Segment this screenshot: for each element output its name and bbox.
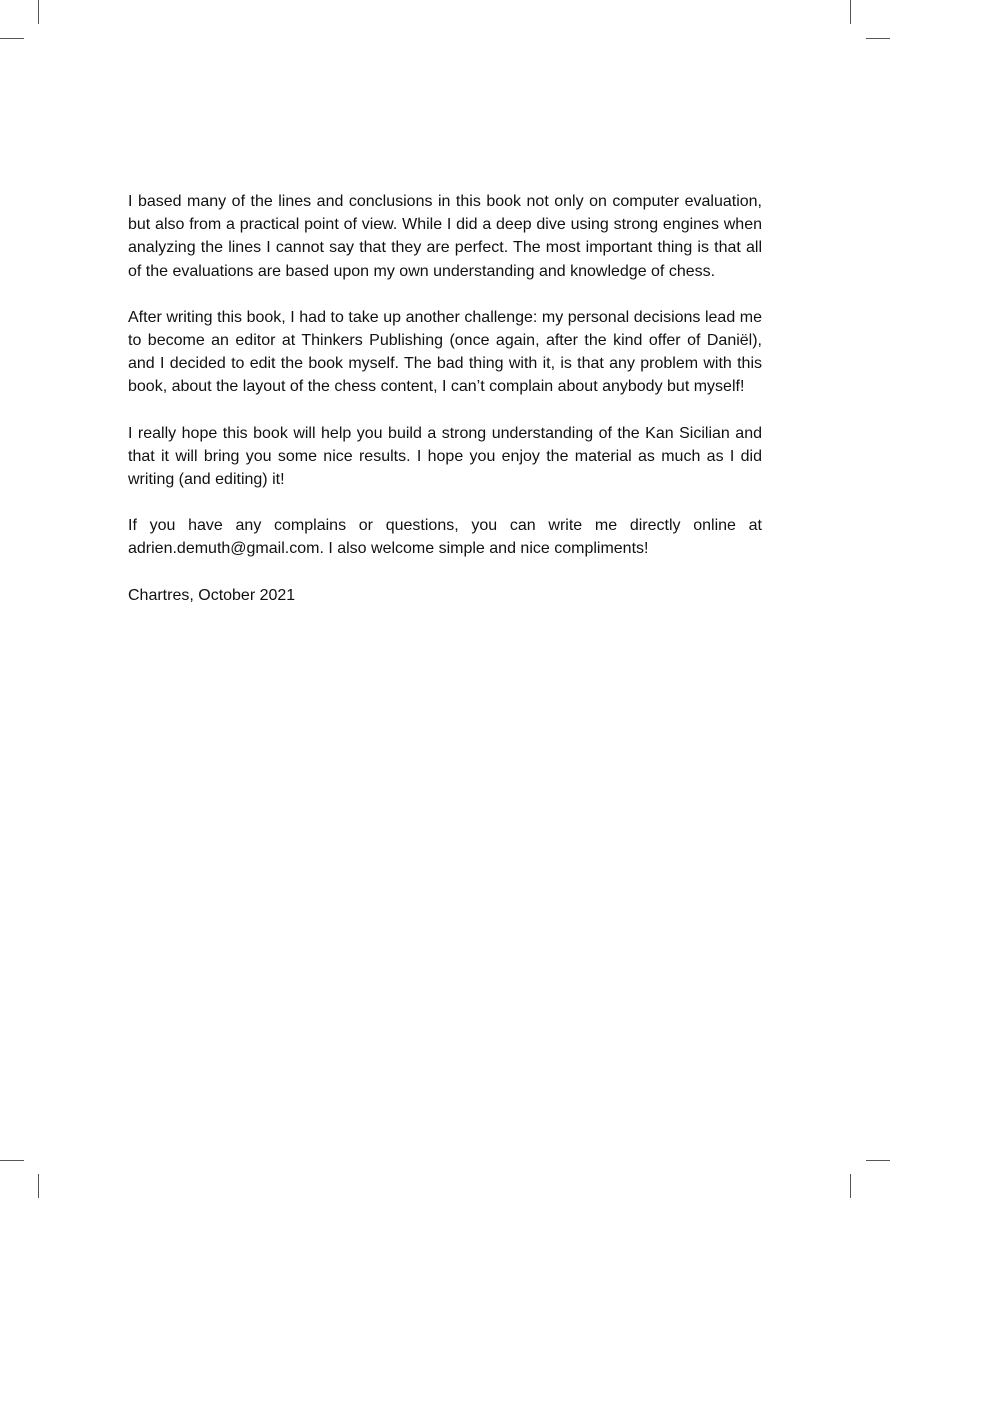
crop-mark-bottom-right-horizontal	[866, 1160, 890, 1161]
paragraph-editor-challenge: After writing this book, I had to take up another challenge: my personal decisions lead me to become an editor at Thinkers Publishing (once again, after the kind offer of Daniël), and I decided to edit the book myself. The bad thing with it, is that any problem with this book, about the layout of the chess content, I can’t complain about anybody but myself!	[128, 308, 762, 396]
paragraph-hope: I really hope this book will help you build a strong understanding of the Kan Sicilian and that it will bring you some nice results. I hope you enjoy the material as much as I did writing (and editing) it!	[128, 424, 762, 489]
crop-mark-bottom-right-vertical	[850, 1174, 851, 1198]
crop-mark-top-left-vertical	[38, 0, 39, 24]
signature-place-date: Chartres, October 2021	[128, 586, 296, 604]
paragraph-contact: If you have any complains or questions, you can write me directly online at adrien.demuth@gmail.com. I also welcome simple and nice compliments!	[128, 517, 762, 558]
crop-mark-top-right-horizontal	[866, 38, 890, 39]
crop-mark-top-right-vertical	[850, 0, 851, 24]
crop-mark-bottom-left-horizontal	[0, 1160, 24, 1161]
page-body	[128, 190, 762, 607]
paragraph-computer-evaluation: I based many of the lines and conclusions in this book not only on computer evaluation, but also from a practical point of view. While I did a deep dive using strong engines when analyzing the lines I cannot say that they are perfect. The most important thing is that all of the evaluations are based upon my own understanding and knowledge of chess.	[128, 193, 762, 280]
crop-mark-bottom-left-vertical	[38, 1174, 39, 1198]
crop-mark-top-left-horizontal	[0, 38, 24, 39]
